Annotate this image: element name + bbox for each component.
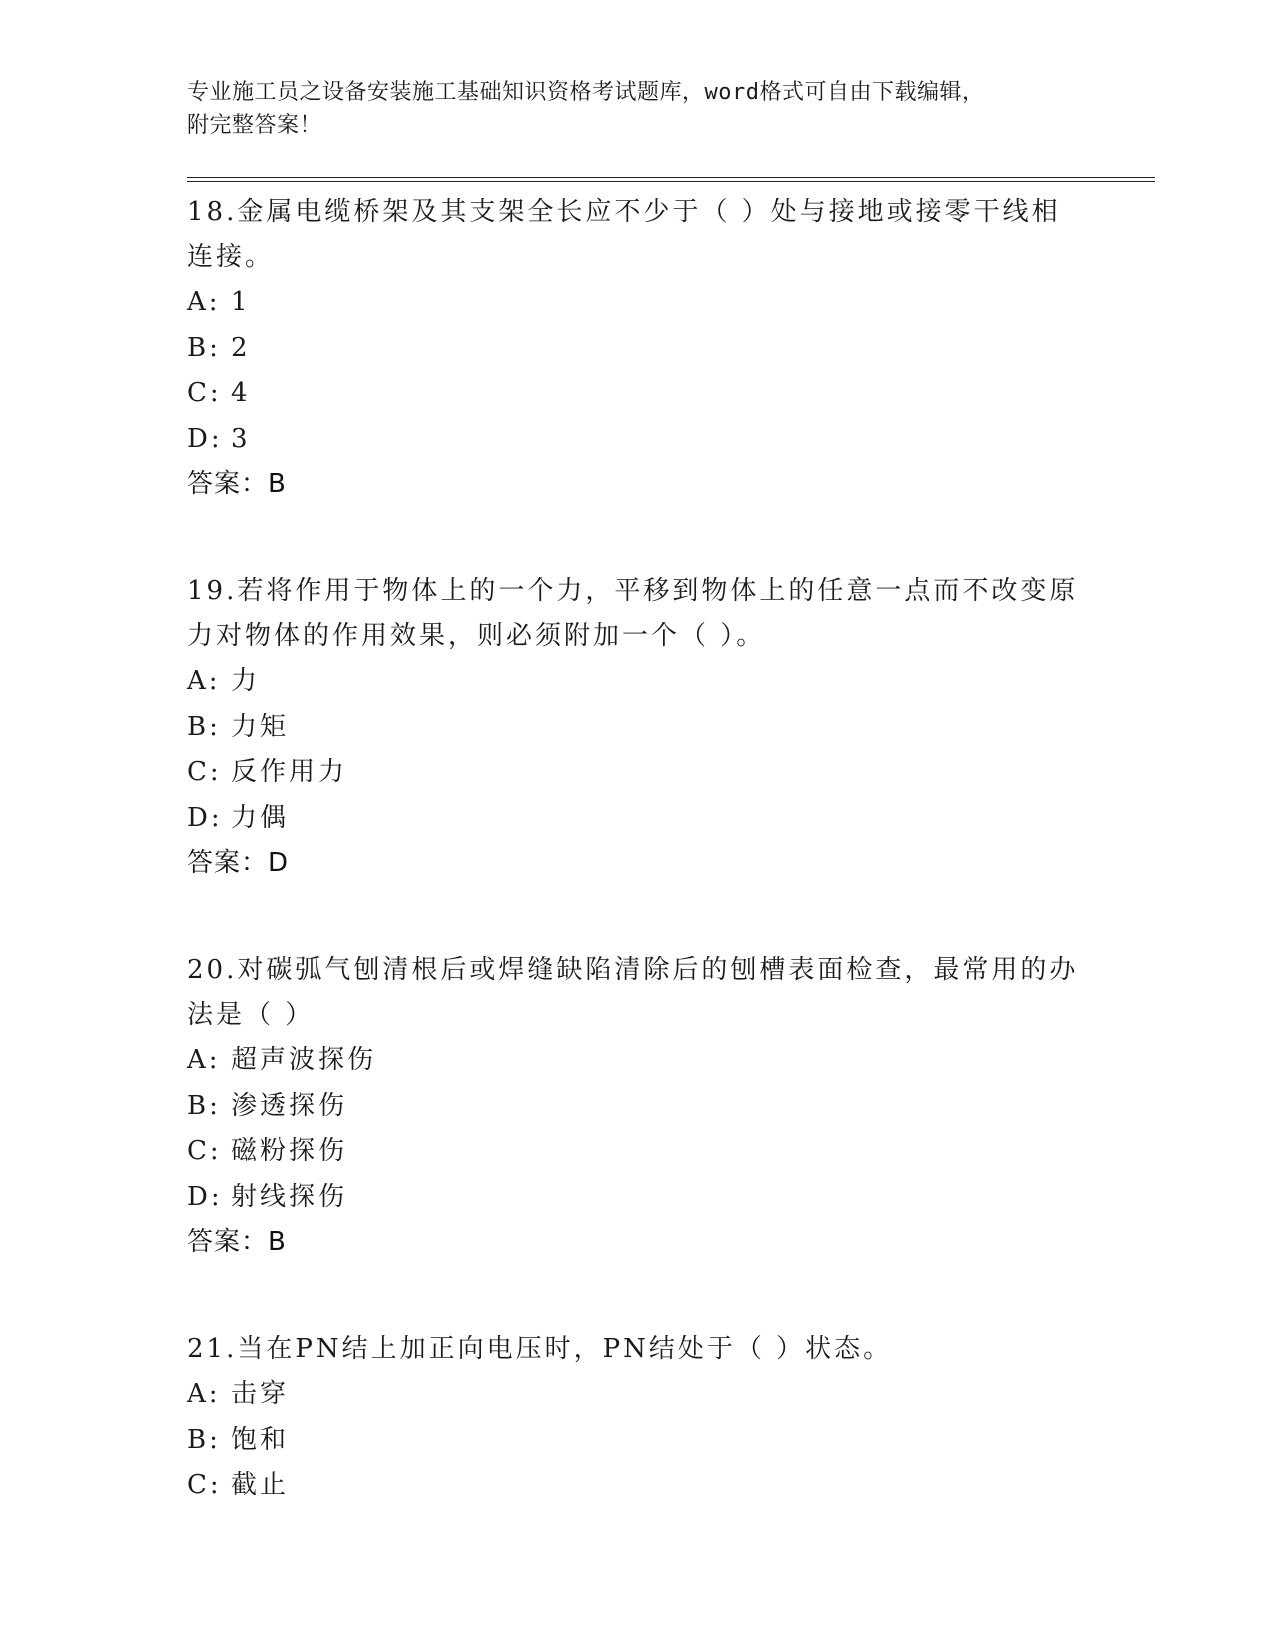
option-letter: C:: [187, 1470, 222, 1500]
question-text: 20.对碳弧气刨清根后或焊缝缺陷清除后的刨槽表面检查，最常用的办法是（ ）: [187, 955, 1079, 1030]
option-letter: C:: [187, 757, 222, 787]
option-letter: C:: [187, 378, 222, 408]
answer-line: 答案：B: [187, 469, 287, 499]
option-a: [187, 1038, 1087, 1084]
option-letter: D:: [187, 1181, 223, 1212]
option-text: 磁粉探伤: [231, 1136, 348, 1166]
option-d: [187, 796, 1087, 842]
option-a: [187, 659, 1087, 705]
option-c: [187, 1463, 1087, 1509]
option-letter: B:: [187, 1090, 221, 1121]
question-21: [187, 1327, 1087, 1509]
option-letter: A:: [187, 666, 221, 696]
question-list: [187, 190, 1087, 1509]
option-text: 2: [231, 332, 251, 363]
option-c: [187, 750, 1087, 796]
question-spacer: [187, 507, 1087, 569]
option-b: [187, 1084, 1087, 1130]
option-text: 射线探伤: [231, 1181, 348, 1212]
option-text: 反作用力: [231, 757, 348, 787]
option-c: [187, 1129, 1087, 1175]
option-text: 1: [231, 287, 251, 317]
question-20: [187, 948, 1087, 1265]
question-19: [187, 569, 1087, 886]
option-letter: B:: [187, 332, 221, 363]
option-text: 饱和: [231, 1424, 290, 1455]
answer-line: 答案：B: [187, 1227, 287, 1257]
option-a: [187, 1372, 1087, 1418]
question-text: 21.当在PN结上加正向电压时，PN结处于（ ）状态。: [187, 1334, 893, 1364]
option-text: 力矩: [231, 711, 290, 742]
option-letter: A:: [187, 1379, 221, 1409]
option-letter: D:: [187, 802, 223, 833]
question-18: [187, 190, 1087, 507]
document-header: [187, 76, 1067, 142]
option-letter: C:: [187, 1136, 222, 1166]
option-letter: A:: [187, 1045, 221, 1075]
question-text: 19.若将作用于物体上的一个力，平移到物体上的任意一点而不改变原力对物体的作用效果，则必须附加一个（ ）。: [187, 576, 1079, 651]
answer-line: 答案：D: [187, 848, 290, 878]
option-letter: D:: [187, 423, 223, 454]
option-d: [187, 1175, 1087, 1221]
option-b: [187, 326, 1087, 372]
question-spacer: [187, 886, 1087, 948]
option-d: [187, 417, 1087, 463]
option-text: 超声波探伤: [231, 1045, 377, 1075]
option-text: 3: [231, 423, 251, 454]
option-text: 力: [231, 666, 261, 696]
option-c: [187, 371, 1087, 417]
question-text: 18.金属电缆桥架及其支架全长应不少于（ ）处与接地或接零干线相连接。: [187, 197, 1061, 272]
header-line-1: 专业施工员之设备安装施工基础知识资格考试题库，word格式可自由下载编辑，: [187, 80, 985, 105]
option-b: [187, 705, 1087, 751]
header-divider: [187, 177, 1155, 182]
option-letter: B:: [187, 1424, 221, 1455]
option-text: 渗透探伤: [231, 1090, 348, 1121]
option-text: 4: [231, 378, 251, 408]
question-spacer: [187, 1265, 1087, 1327]
option-text: 截止: [231, 1470, 290, 1500]
option-text: 力偶: [231, 802, 290, 833]
option-letter: A:: [187, 287, 221, 317]
header-line-2: 附完整答案！: [187, 113, 323, 138]
option-b: [187, 1418, 1087, 1464]
option-a: [187, 280, 1087, 326]
option-text: 击穿: [231, 1379, 290, 1409]
option-letter: B:: [187, 711, 221, 742]
